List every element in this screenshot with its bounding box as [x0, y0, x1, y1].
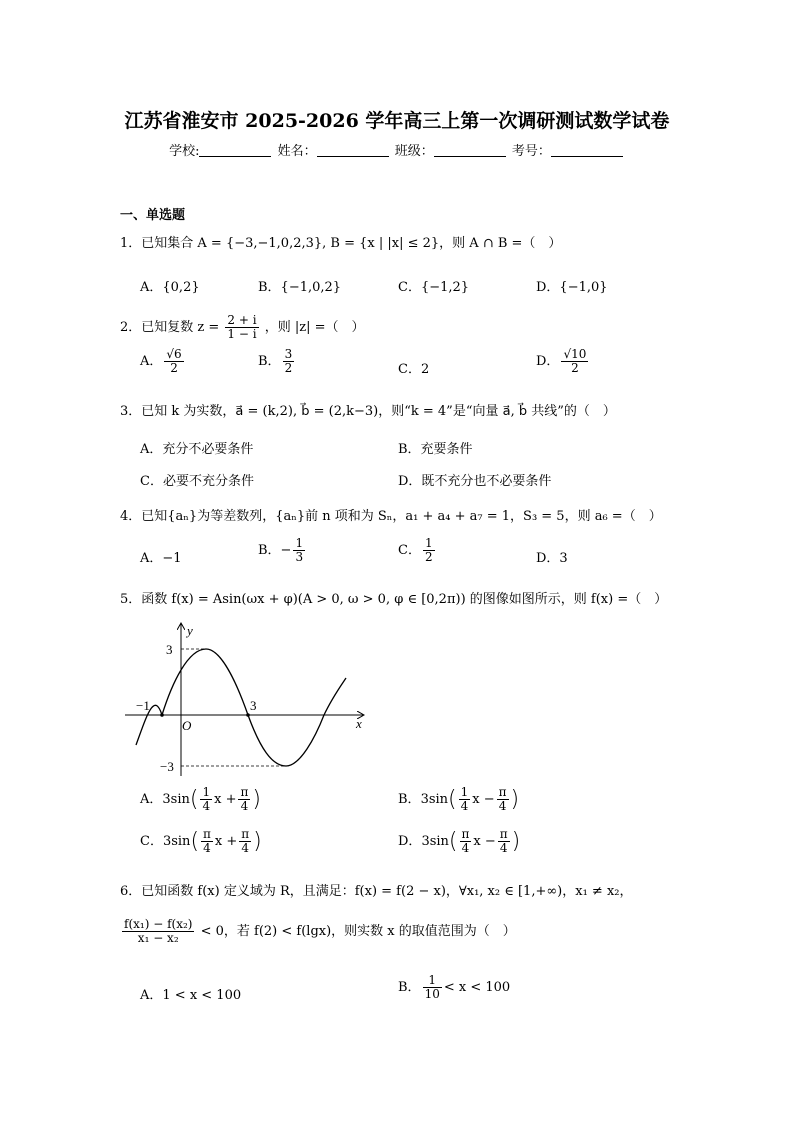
- q5-option-d[interactable]: [398, 828, 520, 855]
- class-label: 班级：: [394, 144, 434, 159]
- tick-x3-label: 3: [250, 698, 257, 713]
- q6-b-den: 10: [424, 987, 440, 1001]
- q6-frac: [122, 918, 194, 945]
- q4-option-c[interactable]: [398, 537, 437, 564]
- q2-option-c[interactable]: C．2: [398, 362, 430, 377]
- q4-c-den: 2: [424, 550, 433, 564]
- q4-b-den: 3: [295, 550, 304, 564]
- q5-d-frac2: [498, 828, 510, 855]
- tick-neg3-label: −3: [160, 759, 174, 774]
- q2-option-d[interactable]: [536, 348, 590, 375]
- zero-point-left: [160, 713, 164, 717]
- q5-d-num1: π: [461, 827, 470, 841]
- q6-option-b[interactable]: [398, 974, 510, 1001]
- exam-title: 江苏省淮安市 2025-2026 学年高三上第一次调研测试数学试卷: [124, 110, 670, 132]
- q4-option-a[interactable]: A．−1: [140, 551, 182, 566]
- q4-c-label: C．: [398, 543, 421, 558]
- q5-a-label: A．: [140, 792, 163, 807]
- question-6-line1: 6．已知函数 f(x) 定义域为 R，且满足：f(x) = f(2 − x)，∀x₁, x₂ ∈ [1,+∞)，x₁ ≠ x₂，: [120, 884, 633, 899]
- q2-d-frac: [561, 348, 588, 375]
- q5-a-paren-open: (: [189, 787, 199, 812]
- q5-option-b[interactable]: [398, 786, 519, 813]
- q2-d-den: 2: [571, 361, 579, 375]
- q5-b-paren-close: ): [510, 787, 520, 812]
- q5-a-den1: 4: [202, 799, 211, 813]
- q6-b-suffix: < x < 100: [443, 980, 511, 995]
- q2-suffix: ，则 |z| =（ ）: [264, 320, 365, 335]
- q5-c-paren-close: ): [253, 829, 262, 854]
- school-blank[interactable]: [199, 144, 271, 157]
- question-2-text: [120, 314, 365, 341]
- q2-option-b[interactable]: [258, 348, 296, 375]
- student-info-line: [0, 140, 794, 159]
- q5-option-a[interactable]: [140, 786, 261, 813]
- q5-option-c[interactable]: [140, 828, 262, 855]
- q6-line2-suffix: < 0，若 f(2) < f(lgx)，则实数 x 的取值范围为（ ）: [200, 924, 516, 939]
- q2-b-label: B．: [258, 354, 281, 369]
- q6-b-label: B．: [398, 980, 421, 995]
- q5-c-pre: 3sin: [162, 834, 191, 849]
- tick-3-label: 3: [166, 642, 173, 657]
- q5-a-paren-close: ): [252, 787, 261, 812]
- q5-d-paren-open: (: [448, 829, 458, 854]
- q4-c-frac: [423, 537, 435, 564]
- exam-no-blank[interactable]: [551, 144, 623, 157]
- q5-d-mid: x −: [473, 834, 496, 849]
- q6-b-frac: [423, 974, 442, 1001]
- q4-b-num: 1: [295, 536, 304, 550]
- q5-b-num1: 1: [460, 785, 469, 799]
- q3-option-a[interactable]: A．充分不必要条件: [140, 442, 254, 457]
- q5-a-pre: 3sin: [162, 792, 190, 807]
- x-label: x: [356, 716, 362, 731]
- q1-option-a[interactable]: A．{0,2}: [140, 280, 200, 295]
- q5-c-num2: π: [241, 827, 250, 841]
- q5-a-frac1: [200, 786, 212, 813]
- q3-option-c[interactable]: C．必要不充分条件: [140, 474, 254, 489]
- q2-den: 1 − i: [227, 327, 257, 341]
- q5-a-frac2: [238, 786, 250, 813]
- q5-b-den2: 4: [498, 799, 507, 813]
- q5-b-num2: π: [498, 785, 507, 799]
- q5-d-paren-close: ): [511, 829, 521, 854]
- q5-b-den1: 4: [460, 799, 469, 813]
- q5-d-label: D．: [398, 834, 422, 849]
- q5-a-num1: 1: [202, 785, 211, 799]
- q2-a-den: 2: [170, 361, 178, 375]
- question-4-text: 4．已知{aₙ}为等差数列，{aₙ}前 n 项和为 Sₙ，a₁ + a₄ + a₇ = 1，S₃ = 5，则 a₆ =（ ）: [120, 509, 662, 524]
- q2-prefix: 2．已知复数 z =: [120, 320, 220, 335]
- sine-curve: [136, 649, 346, 766]
- q4-option-b[interactable]: [258, 537, 307, 564]
- q5-a-num2: π: [240, 785, 249, 799]
- q2-b-frac: [283, 348, 295, 375]
- q5-c-den2: 4: [241, 841, 250, 855]
- q5-b-frac1: [459, 786, 471, 813]
- name-label: 姓名：: [277, 144, 317, 159]
- q5-d-den1: 4: [461, 841, 470, 855]
- name-blank[interactable]: [317, 144, 389, 157]
- zero-point-right: [246, 713, 250, 717]
- origin-label: O: [182, 718, 192, 733]
- q2-option-a[interactable]: [140, 348, 186, 375]
- q5-b-frac2: [497, 786, 509, 813]
- q2-b-num: 3: [284, 347, 293, 361]
- q5-b-pre: 3sin: [420, 792, 449, 807]
- q4-option-d[interactable]: D．3: [536, 551, 568, 566]
- y-label: y: [187, 623, 193, 638]
- class-blank[interactable]: [434, 144, 506, 157]
- q5-d-pre: 3sin: [421, 834, 449, 849]
- q5-c-num1: π: [203, 827, 211, 841]
- q5-c-frac2: [239, 828, 251, 855]
- section-heading: 一、单选题: [120, 208, 186, 223]
- q1-option-b[interactable]: B．{−1,0,2}: [258, 280, 342, 295]
- q6-option-a[interactable]: A．1 < x < 100: [140, 988, 242, 1003]
- question-1-text: 1．已知集合 A = {−3,−1,0,2,3}, B = {x | |x| ≤ 2}，则 A ∩ B =（ ）: [120, 236, 562, 251]
- question-5-text: 5．函数 f(x) = Asin(ωx + φ)(A > 0, ω > 0, φ ∈ [0,2π)) 的图像如图所示，则 f(x) =（ ）: [120, 592, 668, 607]
- q5-c-frac1: [201, 828, 213, 855]
- q6-frac-den: x₁ − x₂: [137, 931, 179, 945]
- q5-b-label: B．: [398, 792, 421, 807]
- q2-fraction: [225, 314, 258, 341]
- sine-graph: [120, 618, 380, 778]
- q5-d-den2: 4: [499, 841, 508, 855]
- q5-a-mid: x +: [214, 792, 237, 807]
- q4-c-num: 1: [424, 536, 433, 550]
- q2-a-num: √6: [166, 347, 182, 361]
- q5-b-mid: x −: [472, 792, 495, 807]
- q6-b-num: 1: [423, 974, 442, 988]
- q5-c-mid: x +: [214, 834, 238, 849]
- q2-num: 2 + i: [227, 313, 257, 327]
- q4-b-frac: [293, 537, 305, 564]
- q5-c-paren-open: (: [190, 829, 200, 854]
- q5-d-frac1: [460, 828, 472, 855]
- q2-b-den: 2: [284, 361, 293, 375]
- q5-d-num2: π: [499, 827, 508, 841]
- q3-option-d[interactable]: D．既不充分也不必要条件: [398, 474, 552, 489]
- q1-option-c[interactable]: C．{−1,2}: [398, 280, 470, 295]
- school-label: 学校:: [169, 144, 200, 159]
- q4-b-label: B．−: [258, 543, 292, 558]
- question-3-text: 3．已知 k 为实数，a⃗ = (k,2), b⃗ = (2,k−3)，则“k = 4”是“向量 a⃗, b⃗ 共线”的（ ）: [120, 404, 616, 419]
- q2-a-label: A．: [140, 354, 163, 369]
- q5-b-paren-open: (: [448, 787, 457, 812]
- question-6-line2: [120, 918, 516, 945]
- q2-a-frac: [164, 348, 183, 375]
- q6-frac-num: f(x₁) − f(x₂): [124, 917, 193, 931]
- q1-option-d[interactable]: D．{−1,0}: [536, 280, 608, 295]
- q5-c-label: C．: [140, 834, 163, 849]
- q5-a-den2: 4: [240, 799, 249, 813]
- q3-option-b[interactable]: B．充要条件: [398, 442, 473, 457]
- tick-neg1-label: −1: [136, 698, 150, 713]
- q5-c-den1: 4: [203, 841, 211, 855]
- q2-d-label: D．: [536, 354, 560, 369]
- q2-d-num: √10: [563, 347, 587, 361]
- exam-no-label: 考号：: [511, 144, 551, 159]
